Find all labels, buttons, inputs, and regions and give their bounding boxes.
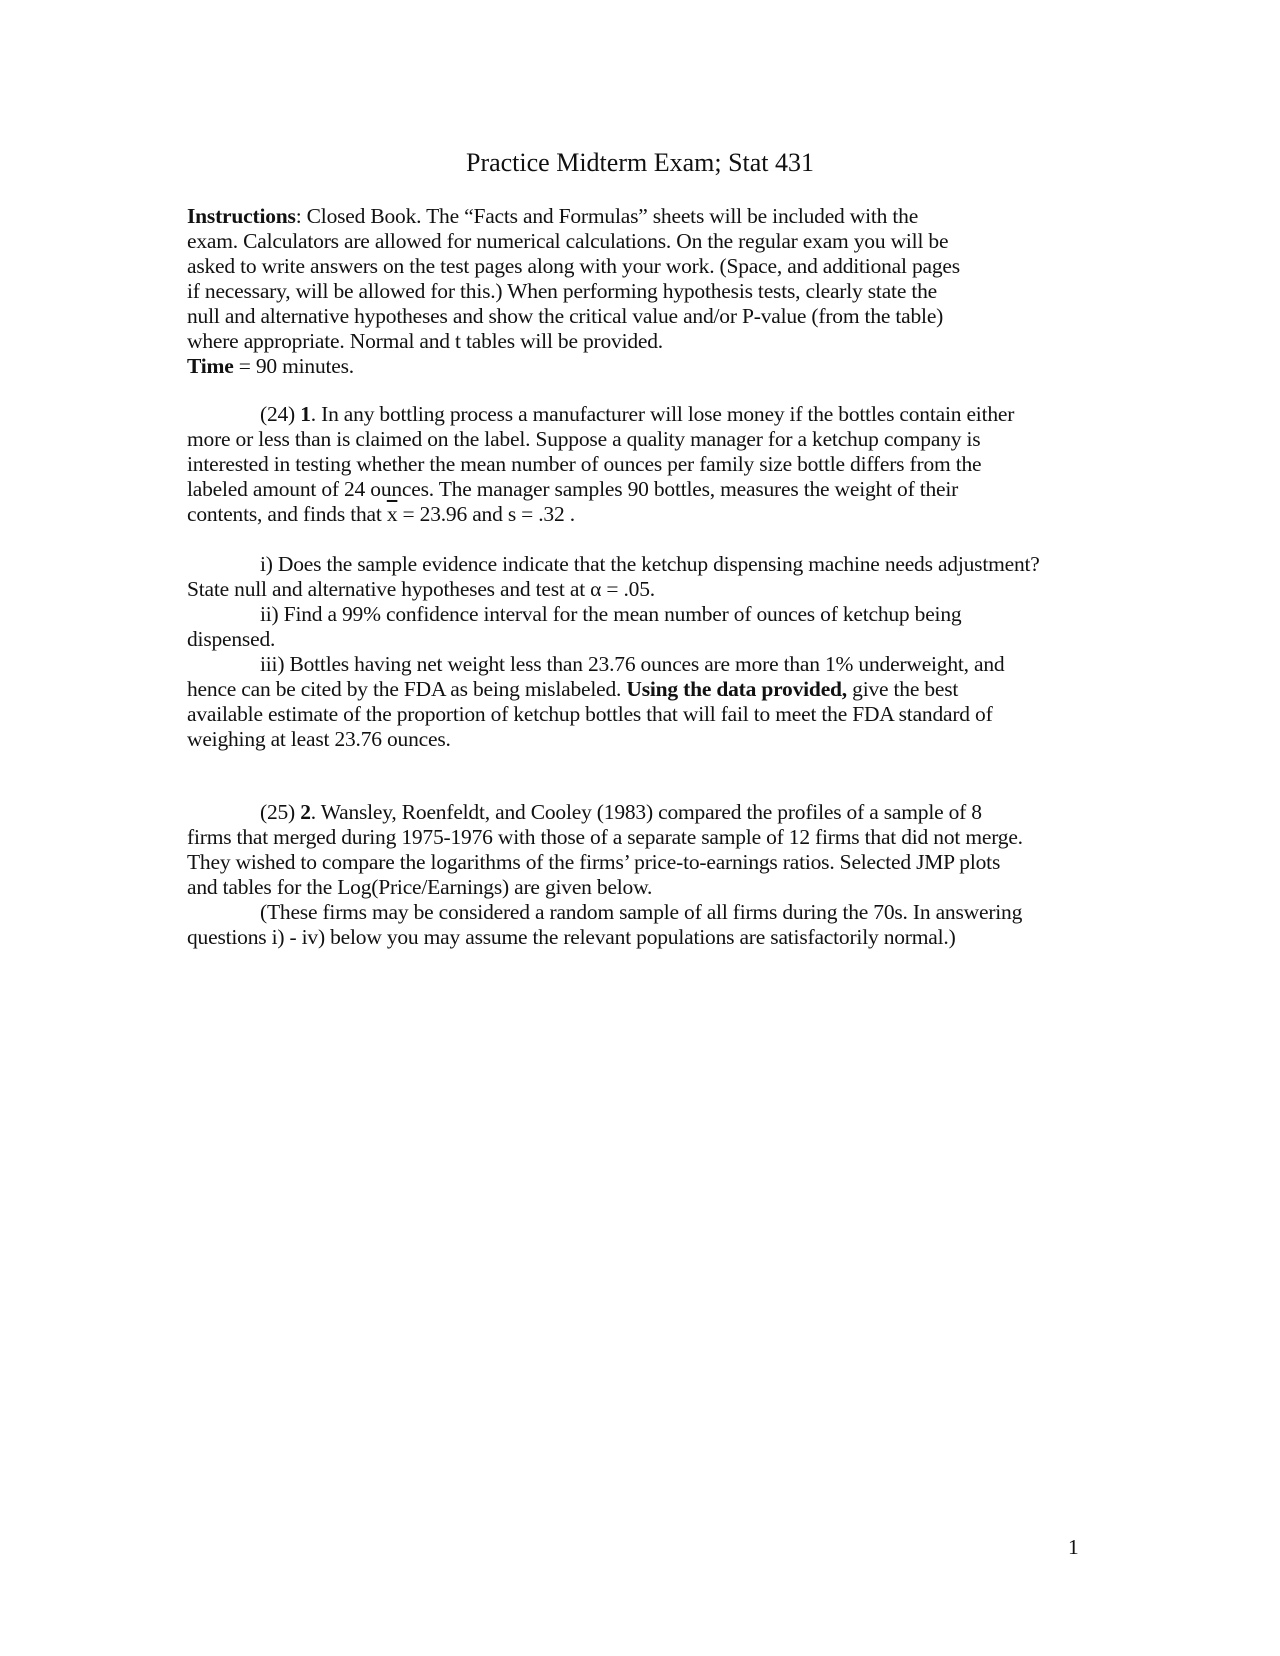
x-bar-symbol: $\overline{x}$ (386, 502, 398, 526)
instructions-label: Instructions (187, 204, 296, 228)
time-label: Time (187, 354, 234, 378)
question-2-line: and tables for the Log(Price/Earnings) are given below. (187, 875, 653, 899)
part-ii-line: dispensed. (187, 627, 276, 651)
question-1 (187, 402, 1162, 527)
question-1-line: labeled amount of 24 ounces. The manager samples 90 bottles, measures the weight of their (187, 477, 959, 501)
question-number: 2 (300, 800, 311, 824)
instructions-line: Instructions: Closed Book. The “Facts and Formulas” sheets will be included with the (187, 204, 919, 228)
question-1-line: interested in testing whether the mean number of ounces per family size bottle differs from the (187, 452, 982, 476)
question-2-line: They wished to compare the logarithms of the firms’ price-to-earnings ratios. Selected JMP plots (187, 850, 1001, 874)
instructions-line: where appropriate. Normal and t tables will be provided. (187, 329, 663, 353)
part-iii-line: available estimate of the proportion of ketchup bottles that will fail to meet the FDA standard of (187, 702, 993, 726)
question-1-line: more or less than is claimed on the label. Suppose a quality manager for a ketchup company is (187, 427, 981, 451)
part-iii-line: hence can be cited by the FDA as being mislabeled. Using the data provided, give the best (187, 677, 959, 701)
question-2-line: (25) 2. Wansley, Roenfeldt, and Cooley (1983) compared the profiles of a sample of 8 (260, 800, 982, 824)
question-number: 1 (300, 402, 311, 426)
question-1-parts (187, 552, 1162, 752)
part-iii-line: weighing at least 23.76 ounces. (187, 727, 451, 751)
question-2 (187, 800, 1162, 950)
page-title: Practice Midterm Exam; Stat 431 (465, 148, 815, 177)
page-number: 1 (1068, 1535, 1079, 1559)
instructions-line: asked to write answers on the test pages along with your work. (Space, and additional pages (187, 254, 960, 278)
instructions-section (187, 204, 1162, 379)
question-1-line: (24) 1. In any bottling process a manufacturer will lose money if the bottles contain either (260, 402, 1015, 426)
emphasis-text: Using the data provided, (626, 677, 847, 701)
part-iii-line: iii) Bottles having net weight less than 23.76 ounces are more than 1% underweight, and (260, 652, 1005, 676)
part-ii-line: ii) Find a 99% confidence interval for the mean number of ounces of ketchup being (260, 602, 962, 626)
question-2-line: (These firms may be considered a random sample of all firms during the 70s. In answering (260, 900, 1023, 924)
question-1-line: contents, and finds that $\overline{x} = 23.96$ and s = .32 . (187, 502, 575, 526)
question-2-line: firms that merged during 1975-1976 with those of a separate sample of 12 firms that did not merge. (187, 825, 1023, 849)
instructions-line: exam. Calculators are allowed for numerical calculations. On the regular exam you will be (187, 229, 949, 253)
instructions-line: if necessary, will be allowed for this.) When performing hypothesis tests, clearly state the (187, 279, 938, 303)
question-2-line: questions i) - iv) below you may assume the relevant populations are satisfactorily normal.) (187, 925, 956, 949)
part-i-line: State null and alternative hypotheses and test at α = .05. (187, 577, 655, 601)
part-i-line: i) Does the sample evidence indicate that the ketchup dispensing machine needs adjustment? (260, 552, 1040, 576)
time-line: Time = 90 minutes. (187, 354, 354, 378)
instructions-line: null and alternative hypotheses and show the critical value and/or P-value (from the table) (187, 304, 944, 328)
